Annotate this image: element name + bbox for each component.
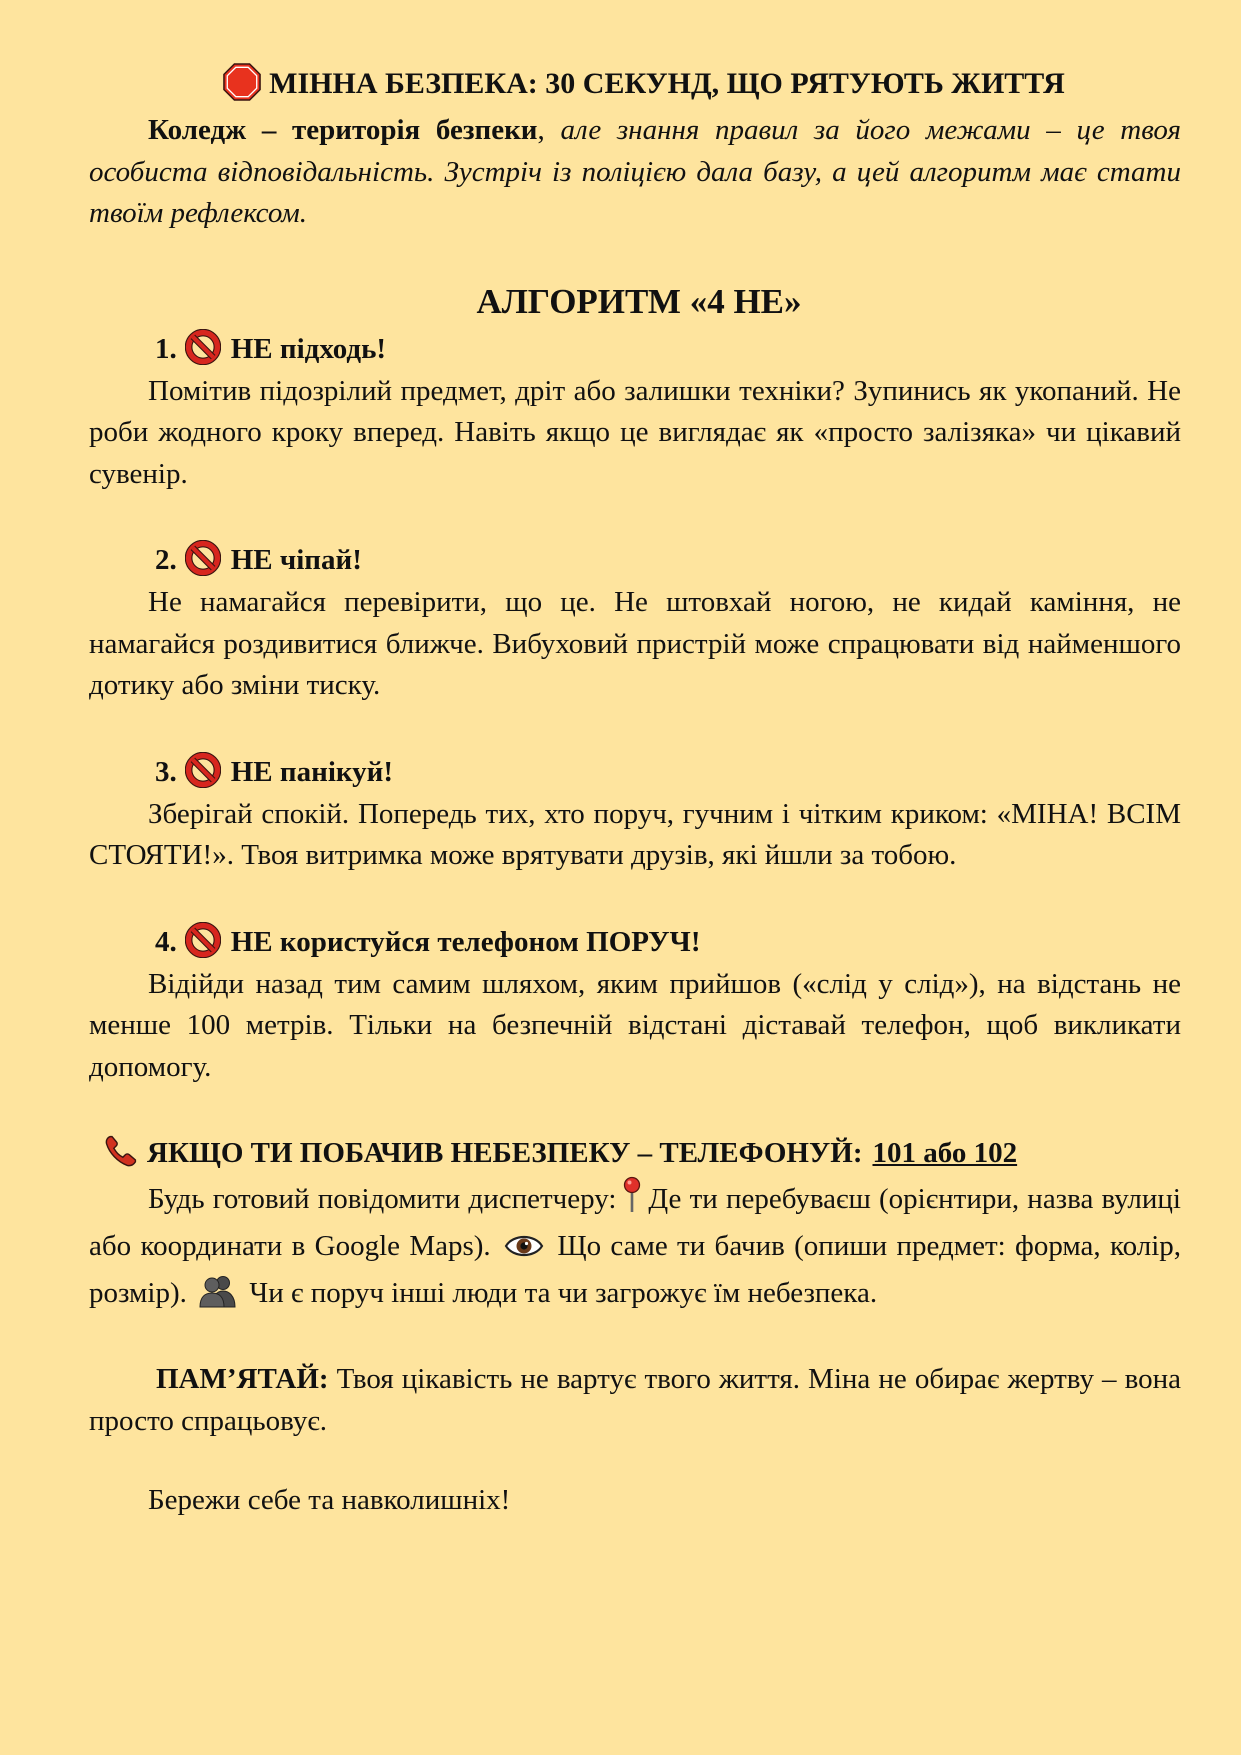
algorithm-title: АЛГОРИТМ «4 НЕ» — [476, 281, 802, 321]
step-2-text: Не намагайся перевірити, що це. Не штовхай ногою, не кидай каміння, не намагайся роздивитися ближче. Вибуховий пристрій може спрацювати від найменшого дотику або зміни тиску. — [89, 586, 1181, 701]
emergency-call-line — [89, 1130, 1181, 1176]
emergency-numbers: 101 або 102 — [872, 1137, 1018, 1169]
intro-bold: Коледж – територія безпеки — [148, 114, 538, 146]
stop-sign-icon — [223, 63, 261, 101]
report-part-1: Будь готовий повідомити диспетчеру: — [148, 1183, 617, 1215]
main-title — [89, 58, 1181, 110]
step-4-heading: НЕ користуйся телефоном ПОРУЧ! — [230, 925, 701, 958]
step-2 — [89, 538, 1181, 707]
step-1-heading: НЕ підходь! — [230, 332, 387, 365]
farewell-text: Бережи себе та навколишніх! — [148, 1484, 511, 1516]
step-2-heading: НЕ чіпай! — [230, 544, 362, 576]
remember-paragraph — [89, 1359, 1181, 1442]
step-3-text: Зберігай спокій. Попередь тих, хто поруч, гучним і чітким криком: «МІНА! ВСІМ СТОЯТИ!». Твоя витримка може врятувати друзів, які йшли за тобою. — [89, 797, 1181, 871]
eye-icon — [504, 1231, 544, 1261]
step-1-number: 1. — [155, 332, 177, 365]
people-silhouette-icon — [198, 1274, 238, 1308]
prohibited-icon — [185, 752, 221, 788]
step-4-title — [89, 920, 1181, 964]
report-paragraph — [89, 1176, 1181, 1317]
step-4-text: Відійди назад тим самим шляхом, яким прийшов («слід у слід»), на відстань не менше 100 метрів. Тільки на безпечній відстані діставай телефон, щоб викликати допомогу. — [89, 967, 1181, 1083]
step-1 — [89, 327, 1181, 496]
main-title-text: МІННА БЕЗПЕКА: 30 СЕКУНД, ЩО РЯТУЮТЬ ЖИТТЯ — [269, 67, 1065, 100]
step-4 — [89, 920, 1181, 1089]
report-info — [89, 1176, 1181, 1317]
step-1-title — [89, 327, 1181, 371]
intro-italic: але знання правил за його межами – це твоя особиста відповідальність. Зустріч із поліцією дала базу, а цей алгоритм має стати твоїм рефлексом. — [89, 114, 1182, 229]
step-3-title — [89, 750, 1181, 794]
report-part-2: Де ти перебуваєш (орієнтири, назва вулиці або координати в Google Maps). — [89, 1183, 1181, 1262]
report-part-4: Чи є поруч інші люди та чи загрожує їм небезпека. — [249, 1277, 878, 1309]
step-2-number: 2. — [155, 544, 177, 576]
remember-text: Твоя цікавість не вартує твого життя. Міна не обирає жертву – вона просто спрацьовує. — [89, 1363, 1182, 1437]
prohibited-icon — [185, 329, 221, 365]
algorithm-steps — [89, 327, 1181, 1089]
emergency-call-text: ЯКЩО ТИ ПОБАЧИВ НЕБЕЗПЕКУ – ТЕЛЕФОНУЙ: — [147, 1137, 863, 1169]
step-3-heading: НЕ панікуй! — [230, 755, 394, 788]
step-3 — [89, 750, 1181, 877]
step-4-number: 4. — [155, 925, 177, 958]
step-1-text: Помітив підозрілий предмет, дріт або залишки техніки? Зупинись як укопаний. Не роби жодного кроку вперед. Навіть якщо це виглядає як «просто залізяка» чи цікавий сувенір. — [89, 374, 1181, 490]
report-part-3: Що саме ти бачив (опиши предмет: форма, колір, розмір). — [89, 1230, 1182, 1309]
round-pushpin-icon — [620, 1176, 644, 1214]
prohibited-icon — [185, 540, 221, 576]
remember-label: ПАМ’ЯТАЙ: — [156, 1363, 329, 1395]
step-3-number: 3. — [155, 755, 177, 788]
telephone-receiver-icon — [103, 1133, 139, 1169]
intro-paragraph — [89, 110, 1181, 235]
intro-comma: , — [537, 114, 561, 146]
step-2-title — [89, 538, 1181, 582]
prohibited-icon — [185, 922, 221, 958]
